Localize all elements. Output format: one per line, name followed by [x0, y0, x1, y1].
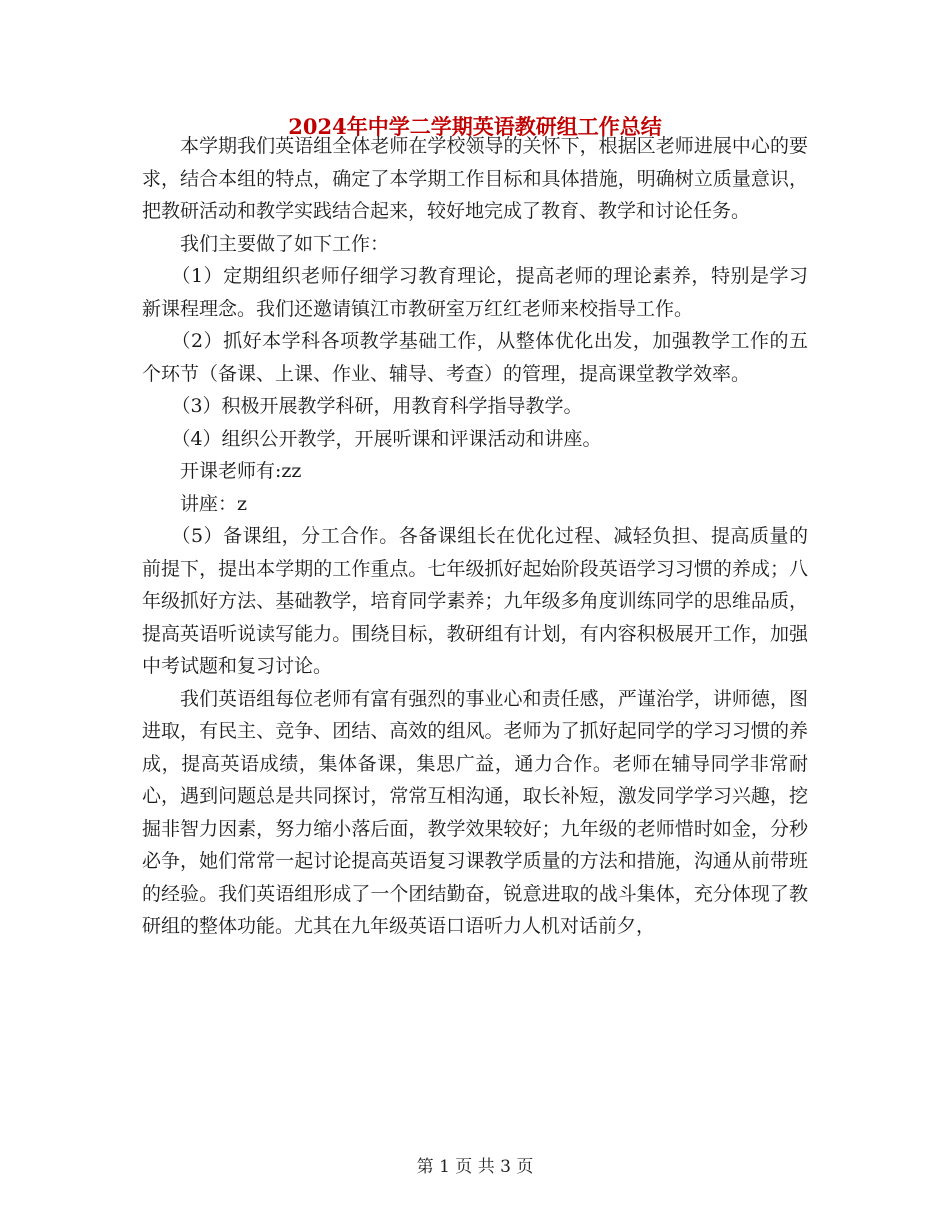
- paragraph-item-5: （5）备课组，分工合作。各备课组长在优化过程、减轻负担、提高质量的前提下，提出本学期的工作重点。七年级抓好起始阶段英语学习习惯的养成；八年级抓好方法、基础教学，培育同学素养；九年级多角度训练同学的思维品质，提高英语听说读写能力。围绕目标，教研组有计划，有内容积极展开工作，加强中考试题和复习讨论。: [142, 525, 808, 677]
- document-title: 2024年中学二学期英语教研组工作总结: [288, 114, 662, 139]
- paragraph-intro: 本学期我们英语组全体老师在学校领导的关怀下，根据区老师进展中心的要求，结合本组的特点，确定了本学期工作目标和具体措施，明确树立质量意识，把教研活动和教学实践结合起来，较好地完成了教育、教学和讨论任务。: [142, 135, 808, 222]
- document-body: [142, 130, 808, 943]
- paragraph-team: 我们英语组每位老师有富有强烈的事业心和责任感，严谨治学，讲师德，图进取，有民主、竞争、团结、高效的组风。老师为了抓好起同学的学习习惯的养成，提高英语成绩，集体备课，集思广益，通力合作。老师在辅导同学非常耐心，遇到问题总是共同探讨，常常互相沟通，取长补短，激发同学学习兴趣，挖掘非智力因素，努力缩小落后面，教学效果较好；九年级的老师惜时如金，分秒必争，她们常常一起讨论提高英语复习课教学质量的方法和措施，沟通从前带班的经验。我们英语组形成了一个团结勤奋，锐意进取的战斗集体，充分体现了教研组的整体功能。尤其在九年级英语口语听力人机对话前夕，: [142, 687, 808, 937]
- paragraph-teachers: 开课老师有:zz: [180, 460, 302, 482]
- paragraph-item-1: （1）定期组织老师仔细学习教育理论，提高老师的理论素养，特别是学习新课程理念。我们还邀请镇江市教研室万红红老师来校指导工作。: [142, 265, 808, 320]
- page-number: 第 1 页 共 3 页: [416, 1157, 534, 1177]
- paragraph-item-4: （4）组织公开教学，开展听课和评课活动和讲座。: [171, 427, 602, 450]
- paragraph-lecture: 讲座：z: [180, 492, 248, 515]
- paragraph-work-heading: 我们主要做了如下工作：: [180, 232, 390, 255]
- paragraph-item-3: （3）积极开展教学科研，用教育科学指导教学。: [171, 395, 583, 417]
- paragraph-item-2: （2）抓好本学科各项教学基础工作，从整体优化出发，加强教学工作的五个环节（备课、上课、作业、辅导、考查）的管理，提高课堂教学效率。: [142, 330, 808, 385]
